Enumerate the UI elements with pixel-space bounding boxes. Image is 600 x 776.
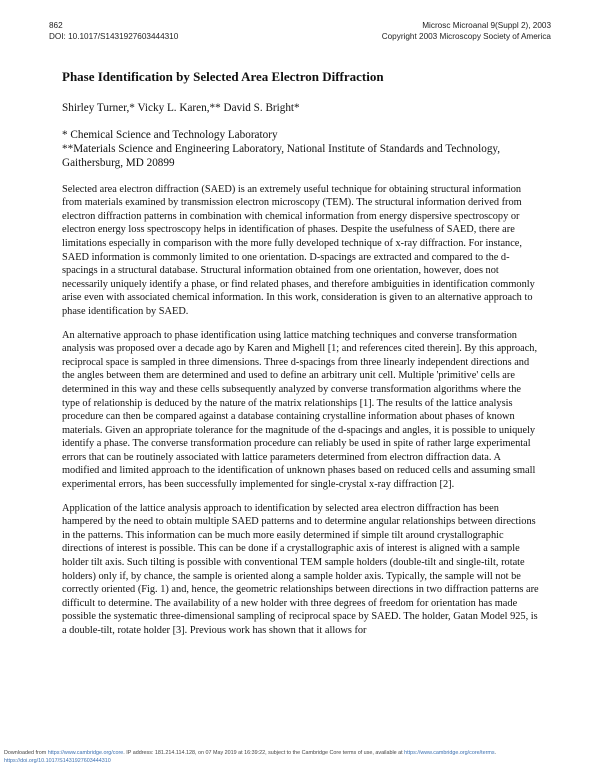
- body-paragraph-1: Selected area electron diffraction (SAED) is an extremely useful technique for obtaining structural information from materials examined by transmission electron microscopy (TEM). The structural information derived from electron diffraction patterns in combination with chemical information from energy dispersive spectroscopy or electron energy loss spectroscopy helps in identification of phases. Despite the usefulness of SAED, there are limitations especially in comparison with the more fully developed technique of x-ray diffraction. For instance, SAED information is commonly limited to one orientation. D-spacings are extracted and compared to the d-spacings in a structural database. Structural information obtained from one orientation, however, does not necessarily uniquely identify a phase, or find related phases, and therefore ambiguities in identification commonly arise even with associated chemical information. In this work, consideration is given to an alternative approach to phase identification by SAED.: [62, 183, 535, 317]
- affiliation-line: * Chemical Science and Technology Laboratory: [62, 129, 278, 141]
- page-header-left: [49, 20, 178, 42]
- copyright-notice: Copyright 2003 Microscopy Society of America: [381, 32, 551, 41]
- footer-prefix: Downloaded from: [4, 750, 48, 756]
- page-header-right: [382, 20, 551, 42]
- article-title: Phase Identification by Selected Area Electron Diffraction: [62, 69, 384, 84]
- terms-link[interactable]: https://www.cambridge.org/core/terms: [404, 750, 495, 756]
- author-list: Shirley Turner,* Vicky L. Karen,** David S. Bright*: [62, 102, 300, 114]
- affiliation-line: Gaithersburg, MD 20899: [62, 157, 175, 170]
- doi-link[interactable]: https://doi.org/10.1017/S1431927603444310: [4, 757, 111, 764]
- affiliations: [62, 128, 540, 171]
- doi: DOI: 10.1017/S1431927603444310: [49, 32, 179, 41]
- footer-line-1: [4, 750, 496, 758]
- body-paragraph-3: Application of the lattice analysis approach to identification by selected area electron diffraction has been hampered by the need to obtain multiple SAED patterns and to determine angular relationships between directions in the patterns. This information can be much more easily determined if simple tilt around crystallographic directions of interest is possible. This can be done if a crystallographic axis of interest is aligned with a sample holder tilt axis. Such tilting is possible with conventional TEM sample holders (double-tilt and single-tilt, rotate holders) only if, by chance, the sample is oriented along a sample holder axis. Typically, the sample will not be correctly oriented (Fig. 1) and, hence, the geometric relationships between directions in two diffraction patterns are difficult to determine. The availability of a new holder with three degrees of freedom for orientation has made possible the systematic three-dimensional sampling of reciprocal space by SAED. The holder, Gatan Model 925, is a double-tilt, rotate holder [3]. Previous work has shown that it allows for: [62, 502, 539, 637]
- footer-suffix: .: [494, 750, 497, 756]
- download-footer: [4, 750, 496, 765]
- footer-access-info: . IP address: 181.214.114.128, on 07 May 2019 at 16:39:22, subject to the Cambridge Core terms of use, available at: [123, 750, 405, 756]
- body-paragraph-2: An alternative approach to phase identification using lattice matching techniques and converse transformation analysis was proposed over a decade ago by Karen and Mighell [1; and references cited therein]. By this approach, reciprocal space is sampled in three dimensions. Three d-spacings from three linearly independent directions and the angles between them are determined and used to define an arbitrary unit cell. Multiple 'primitive' cells are determined in this way and these cells subsequently analyzed by converse transformation algorithms where the type of relationship is deduced by the nature of the matrix relationships [1]. The results of the lattice analysis procedure can then be compared against a database containing crystalline information about phases of known materials. Given an appropriate tolerance for the magnitude of the d-spacings and angles, it is possible to uniquely identify a phase. The converse transformation procedure can reliably be used in spite of rather large experimental errors that can be routinely associated with lattice parameters determined from electron diffraction data. A modified and limited approach to the identification of unknown phases based on reduced cells and assuming small experimental errors, has been successfully implemented for single-crystal x-ray diffraction [2].: [62, 329, 538, 491]
- affiliation-line: **Materials Science and Engineering Laboratory, National Institute of Standards and Technology,: [62, 143, 501, 156]
- article-body: [62, 69, 540, 648]
- cambridge-core-link[interactable]: https://www.cambridge.org/core: [47, 750, 124, 756]
- journal-citation: Microsc Microanal 9(Suppl 2), 2003: [422, 21, 551, 30]
- page-number: 862: [49, 21, 63, 30]
- footer-line-2: [4, 758, 496, 766]
